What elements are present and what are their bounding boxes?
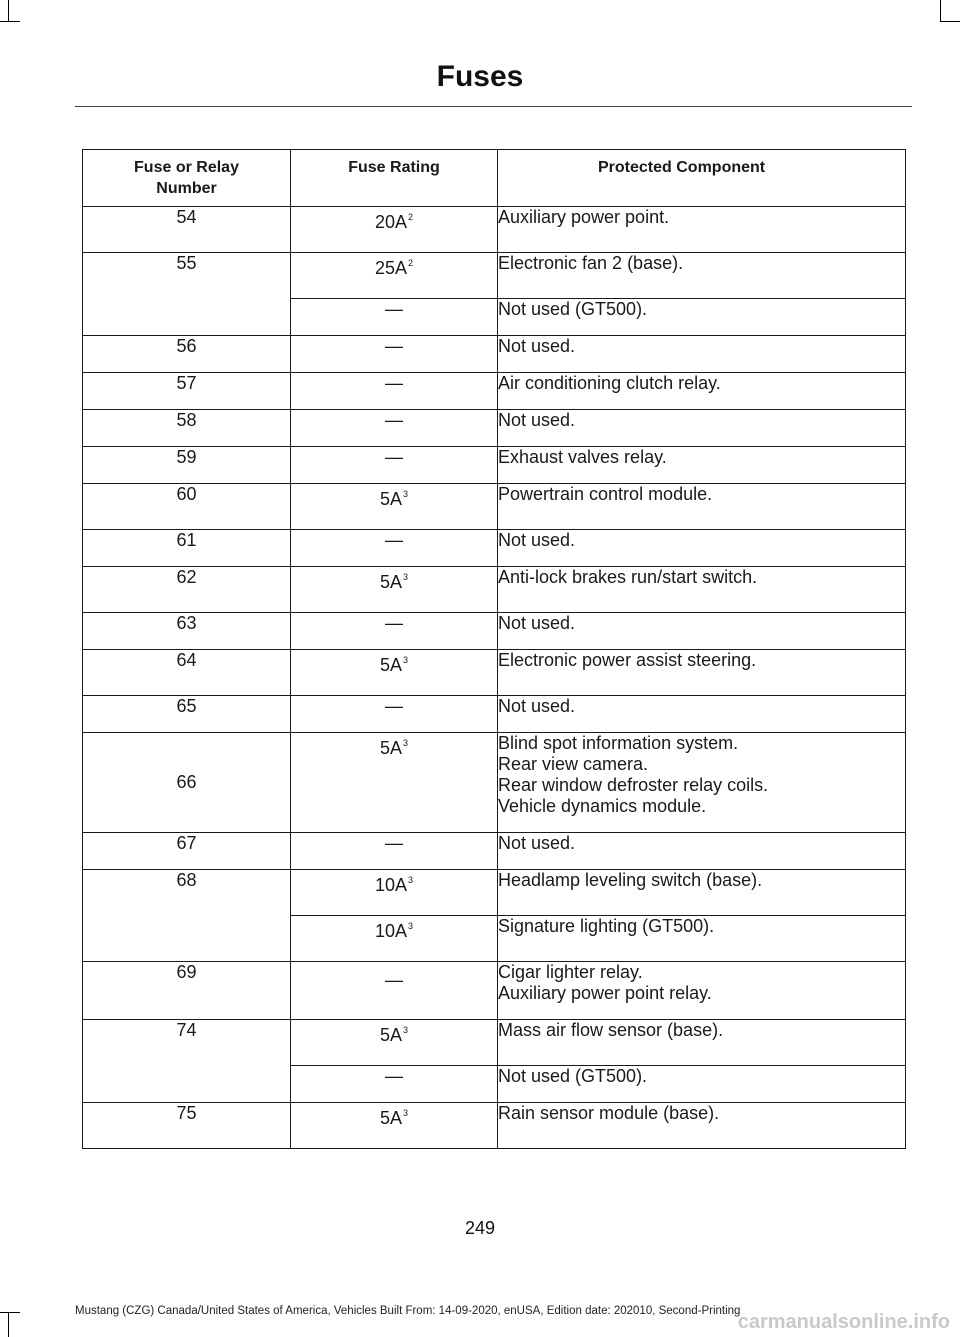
fuse-rating: $5A^3$ bbox=[291, 650, 498, 696]
table-row bbox=[83, 870, 906, 916]
fuse-rating: $5A^3$ bbox=[291, 733, 498, 833]
crop-mark-top-left bbox=[8, 0, 9, 22]
footnote-ref: 3 bbox=[403, 1108, 409, 1118]
table-row bbox=[83, 447, 906, 484]
header-fuse-rating: Fuse Rating bbox=[291, 150, 498, 207]
fuse-rating: $10A^3$ bbox=[291, 870, 498, 916]
table-body bbox=[83, 207, 906, 1149]
footer-edition-info: Mustang (CZG) Canada/United States of America, Vehicles Built From: 14-09-2020, enUSA, Edition date: 202010, Second-Printing bbox=[75, 1305, 741, 1317]
protected-component: Air conditioning clutch relay. bbox=[498, 373, 906, 410]
protected-component: Not used. bbox=[498, 410, 906, 447]
fuse-rating: — bbox=[291, 962, 498, 1020]
table-row bbox=[83, 567, 906, 613]
title-divider bbox=[75, 106, 912, 107]
table-row bbox=[83, 207, 906, 253]
protected-component: Not used. bbox=[498, 613, 906, 650]
table-row bbox=[83, 696, 906, 733]
footnote-ref: 2 bbox=[408, 258, 414, 268]
table-row bbox=[83, 1103, 906, 1149]
watermark: carmanualsonline.info bbox=[737, 1311, 950, 1333]
fuse-number: 57 bbox=[83, 373, 291, 410]
fuse-number: 56 bbox=[83, 336, 291, 373]
page-number: 249 bbox=[464, 1218, 496, 1238]
protected-component: Auxiliary power point. bbox=[498, 207, 906, 253]
header-fuse-number: Fuse or Relay Number bbox=[83, 150, 291, 207]
fuse-rating: — bbox=[291, 833, 498, 870]
fuse-number: 65 bbox=[83, 696, 291, 733]
table-row bbox=[83, 613, 906, 650]
footnote-ref: 3 bbox=[408, 921, 414, 931]
protected-component: Not used. bbox=[498, 833, 906, 870]
fuse-number: 58 bbox=[83, 410, 291, 447]
fuse-rating: $20A^2$ bbox=[291, 207, 498, 253]
table-row bbox=[83, 373, 906, 410]
table-row bbox=[83, 484, 906, 530]
crop-mark-bottom-left-h bbox=[0, 1312, 20, 1313]
fuse-rating: $5A^3$ bbox=[291, 1020, 498, 1066]
footnote-ref: 3 bbox=[403, 489, 409, 499]
fuse-number: 64 bbox=[83, 650, 291, 696]
table-row bbox=[83, 410, 906, 447]
crop-mark-top-right-h bbox=[940, 21, 960, 22]
fuse-number: 59 bbox=[83, 447, 291, 484]
protected-component: Exhaust valves relay. bbox=[498, 447, 906, 484]
fuse-number: 68 bbox=[83, 870, 291, 962]
fuse-number: 66 bbox=[83, 733, 291, 833]
fuse-rating: — bbox=[291, 696, 498, 733]
protected-component: Mass air flow sensor (base). bbox=[498, 1020, 906, 1066]
protected-component: Electronic fan 2 (base). bbox=[498, 253, 906, 299]
fuse-number: 63 bbox=[83, 613, 291, 650]
protected-component: Cigar lighter relay. Auxiliary power point relay. bbox=[498, 962, 906, 1020]
footnote-ref: 3 bbox=[408, 875, 414, 885]
footnote-ref: 3 bbox=[403, 738, 409, 748]
table-row bbox=[83, 253, 906, 299]
table-row bbox=[83, 336, 906, 373]
page-title: Fuses bbox=[436, 60, 524, 93]
protected-component: Headlamp leveling switch (base). bbox=[498, 870, 906, 916]
table-row bbox=[83, 530, 906, 567]
fuse-rating: — bbox=[291, 613, 498, 650]
table-row bbox=[83, 962, 906, 1020]
fuse-rating: — bbox=[291, 530, 498, 567]
fuse-table bbox=[82, 149, 906, 1149]
protected-component: Not used (GT500). bbox=[498, 299, 906, 336]
protected-component: Powertrain control module. bbox=[498, 484, 906, 530]
fuse-rating: $5A^3$ bbox=[291, 1103, 498, 1149]
table-row bbox=[83, 650, 906, 696]
footnote-ref: 3 bbox=[403, 655, 409, 665]
fuse-number: 54 bbox=[83, 207, 291, 253]
fuse-number: 62 bbox=[83, 567, 291, 613]
footnote-ref: 2 bbox=[408, 212, 414, 222]
crop-mark-top-left-h bbox=[0, 21, 20, 22]
fuse-number: 60 bbox=[83, 484, 291, 530]
fuse-rating: — bbox=[291, 1066, 498, 1103]
fuse-rating: — bbox=[291, 447, 498, 484]
protected-component: Not used. bbox=[498, 530, 906, 567]
fuse-number: 75 bbox=[83, 1103, 291, 1149]
crop-mark-top-right bbox=[940, 0, 941, 22]
table-row bbox=[83, 1020, 906, 1066]
table-header-row bbox=[83, 150, 906, 207]
fuse-number: 69 bbox=[83, 962, 291, 1020]
protected-component: Signature lighting (GT500). bbox=[498, 916, 906, 962]
table-row bbox=[83, 833, 906, 870]
protected-component: Not used (GT500). bbox=[498, 1066, 906, 1103]
footnote-ref: 3 bbox=[403, 1025, 409, 1035]
fuse-number: 74 bbox=[83, 1020, 291, 1103]
fuse-number: 55 bbox=[83, 253, 291, 336]
protected-component: Electronic power assist steering. bbox=[498, 650, 906, 696]
fuse-rating: $25A^2$ bbox=[291, 253, 498, 299]
fuse-rating: — bbox=[291, 410, 498, 447]
protected-component: Blind spot information system. Rear view camera. Rear window defroster relay coils. Vehicle dynamics module. bbox=[498, 733, 906, 833]
fuse-number: 61 bbox=[83, 530, 291, 567]
protected-component: Not used. bbox=[498, 696, 906, 733]
fuse-rating: — bbox=[291, 336, 498, 373]
fuse-number: 67 bbox=[83, 833, 291, 870]
footnote-ref: 3 bbox=[403, 572, 409, 582]
protected-component: Anti-lock brakes run/start switch. bbox=[498, 567, 906, 613]
header-protected-component: Protected Component bbox=[498, 150, 906, 207]
table-row bbox=[83, 733, 906, 833]
fuse-rating: — bbox=[291, 299, 498, 336]
crop-mark-bottom-left bbox=[8, 1312, 9, 1337]
fuse-rating: — bbox=[291, 373, 498, 410]
protected-component: Rain sensor module (base). bbox=[498, 1103, 906, 1149]
fuse-rating: $10A^3$ bbox=[291, 916, 498, 962]
fuse-rating: $5A^3$ bbox=[291, 484, 498, 530]
fuse-rating: $5A^3$ bbox=[291, 567, 498, 613]
protected-component: Not used. bbox=[498, 336, 906, 373]
